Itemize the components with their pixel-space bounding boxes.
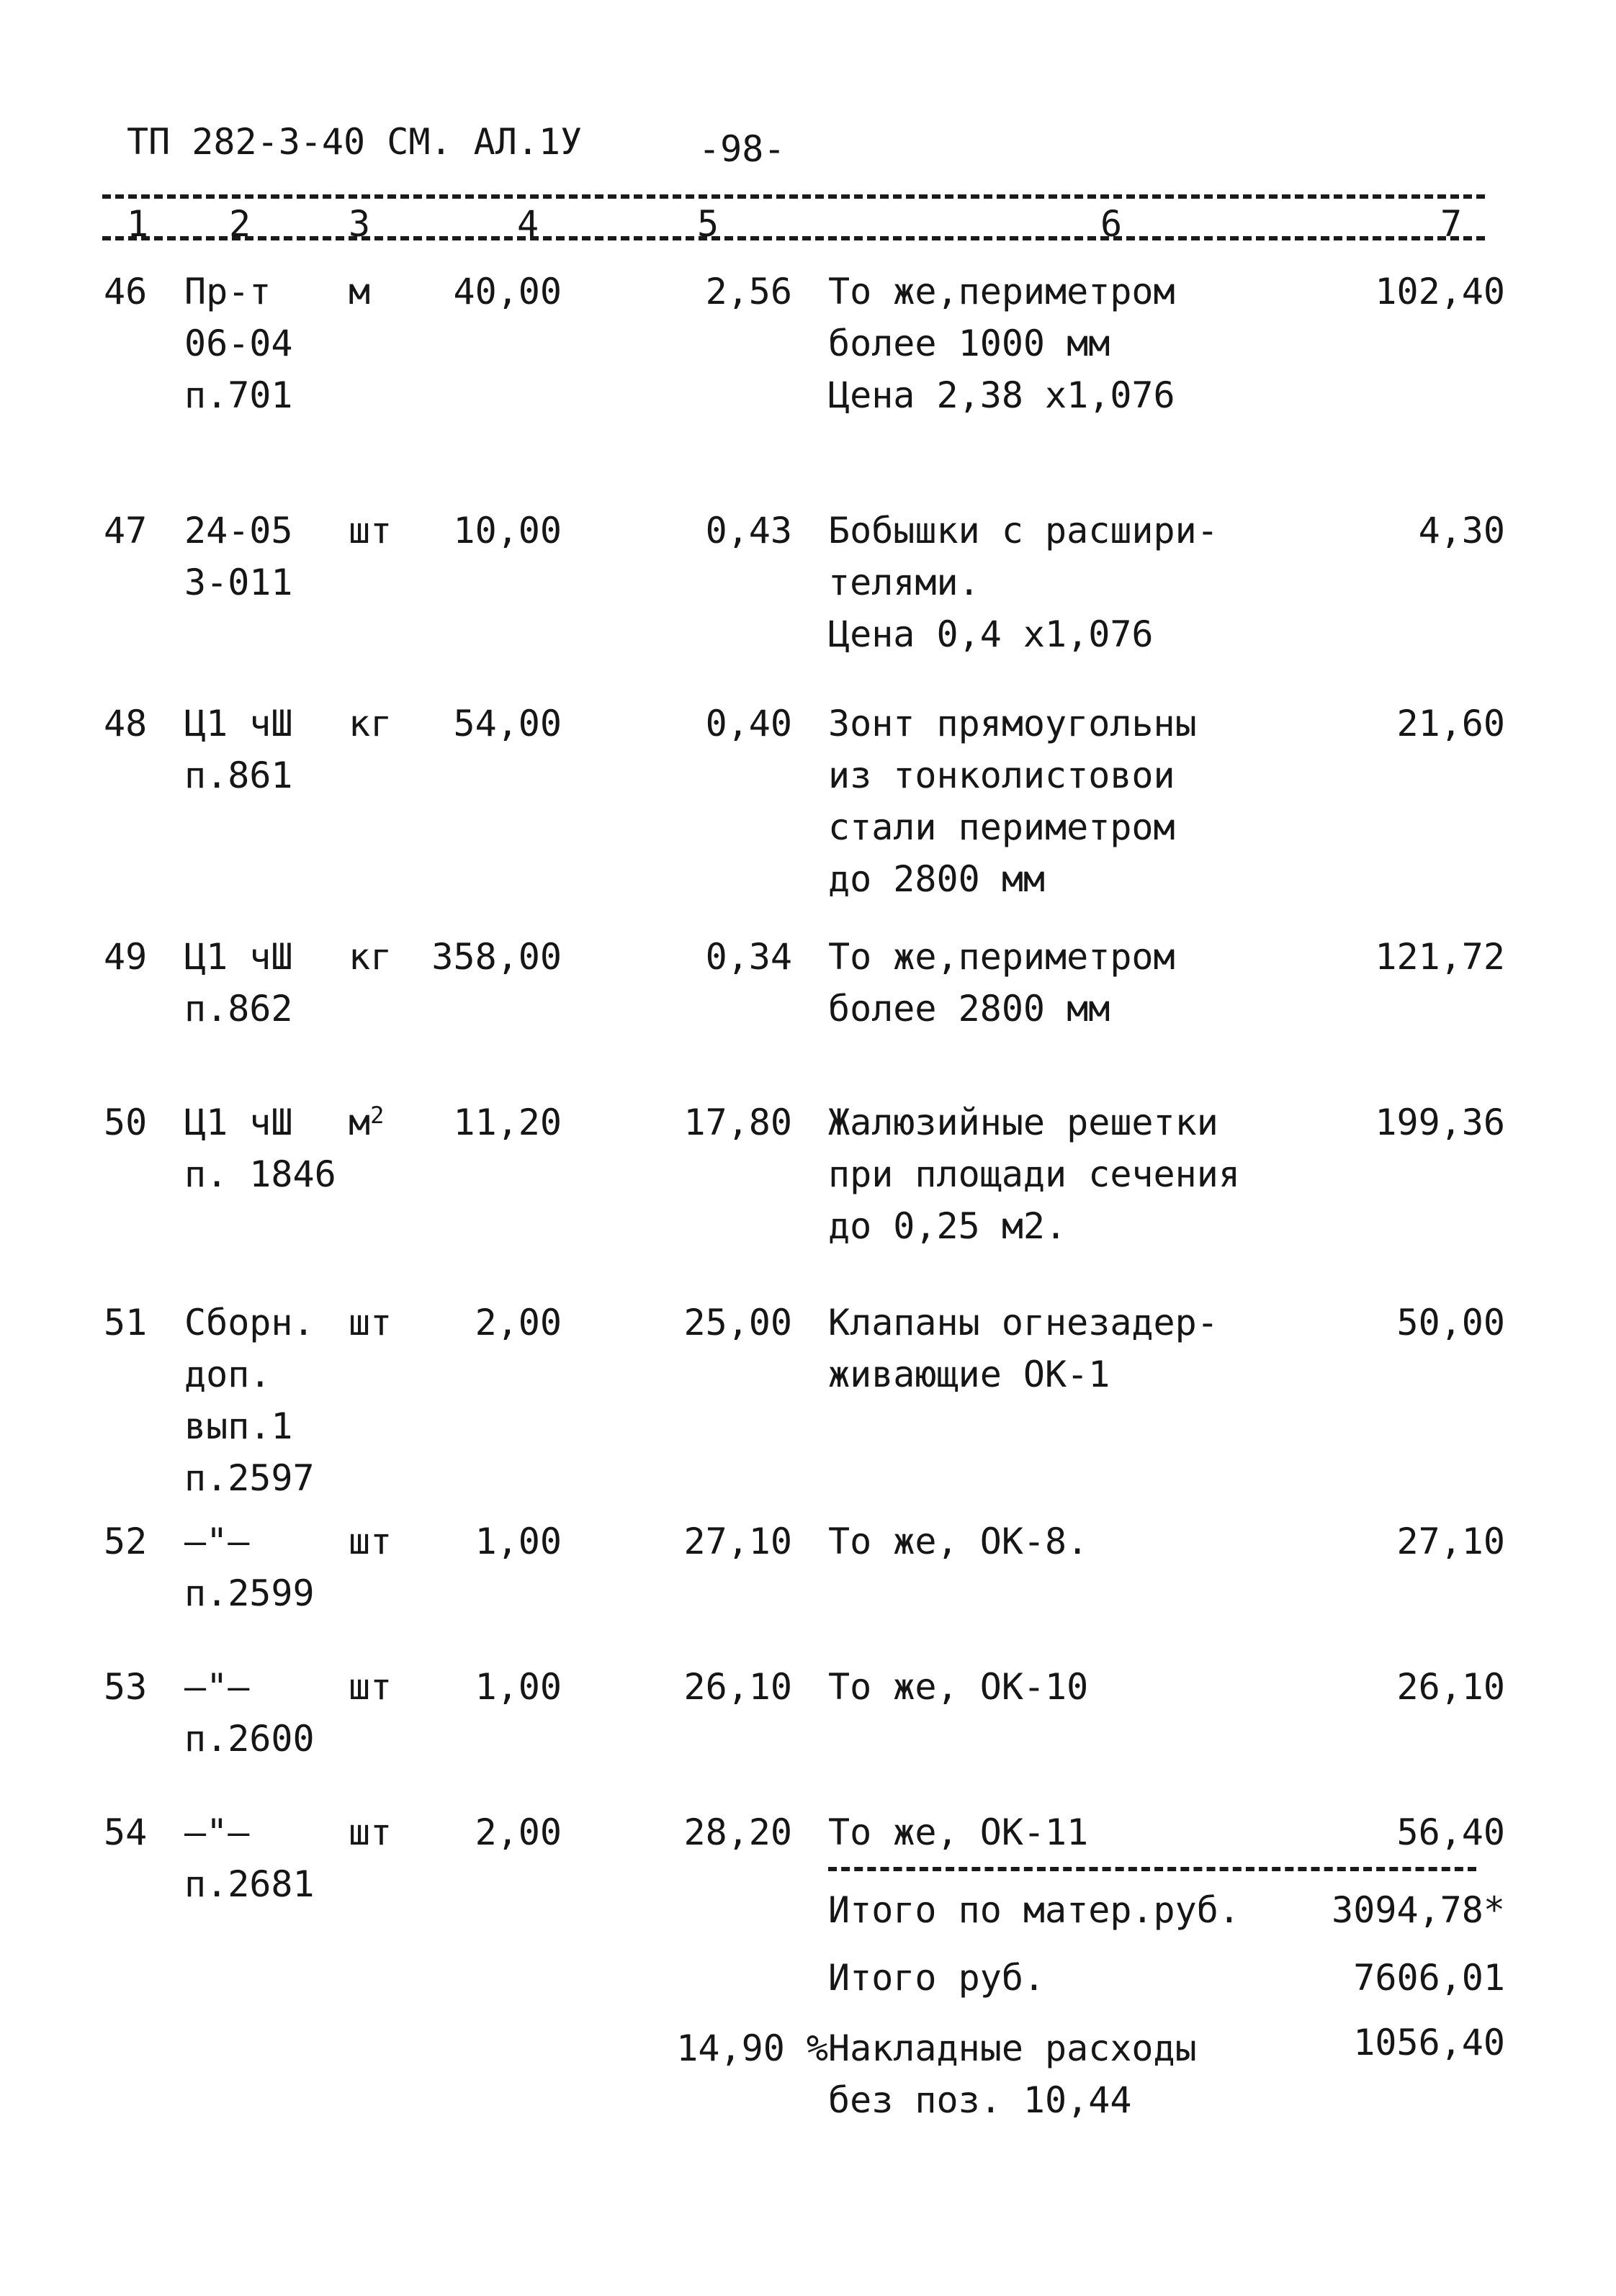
- norm-code: Ц1 чШ: [184, 703, 293, 744]
- description-line: из тонколистовои: [828, 755, 1175, 796]
- header-rule-bottom: [102, 236, 1485, 240]
- norm-code: п.2600: [184, 1718, 315, 1760]
- unit-text: шт: [349, 1811, 392, 1853]
- line-total: 102,40: [1375, 271, 1505, 312]
- line-total: 27,10: [1396, 1521, 1505, 1562]
- description-line: более 1000 мм: [828, 323, 1110, 364]
- overhead-label: Накладные расходы: [828, 2027, 1197, 2069]
- unit-text: шт: [349, 510, 392, 552]
- row-number: 47: [104, 510, 148, 552]
- norm-code: п.701: [184, 374, 293, 416]
- norm-code: —"—: [184, 1811, 250, 1853]
- header-rule-top: [102, 194, 1485, 199]
- norm-code: п.861: [184, 755, 293, 796]
- column-header-1: 1: [127, 203, 149, 245]
- description-line: при площади сечения: [828, 1153, 1240, 1195]
- norm-code: п.2597: [184, 1457, 315, 1499]
- line-total: 50,00: [1396, 1302, 1505, 1343]
- description-line: Цена 0,4 х1,076: [828, 613, 1154, 655]
- description-line: То же,периметром: [828, 271, 1175, 312]
- unit-text: шт: [349, 1666, 392, 1708]
- unit-price: 28,20: [683, 1811, 792, 1853]
- description-line: Бобышки с расшири-: [828, 510, 1218, 552]
- summary-label: Итого руб.: [828, 1957, 1046, 1999]
- unit: [349, 1515, 392, 1568]
- row-number: 50: [104, 1102, 148, 1143]
- unit: [349, 697, 392, 750]
- quantity: 54,00: [453, 703, 562, 744]
- norm-code: п.2681: [184, 1863, 315, 1905]
- unit-text: м: [349, 1102, 371, 1143]
- description-line: до 2800 мм: [828, 858, 1046, 900]
- unit-text: шт: [349, 1521, 392, 1562]
- row-number: 53: [104, 1666, 148, 1708]
- description-line: Зонт прямоугольны: [828, 703, 1197, 744]
- line-total: 4,30: [1418, 510, 1505, 552]
- column-header-5: 5: [697, 203, 719, 245]
- description-line: То же, ОК-10: [828, 1666, 1089, 1708]
- quantity: 1,00: [475, 1666, 562, 1708]
- unit-text: м: [349, 271, 371, 312]
- quantity: 1,00: [475, 1521, 562, 1562]
- norm-code: Ц1 чШ: [184, 1102, 293, 1143]
- description-line: Клапаны огнезадер-: [828, 1302, 1218, 1343]
- unit: [349, 1660, 392, 1714]
- line-total: 21,60: [1396, 703, 1505, 744]
- line-total: 121,72: [1375, 936, 1505, 978]
- overhead-rate: 14,90 %: [676, 2027, 828, 2069]
- unit: [349, 1806, 392, 1859]
- line-total: 56,40: [1396, 1811, 1505, 1853]
- unit-text: шт: [349, 1302, 392, 1343]
- unit: [349, 504, 392, 557]
- norm-code: п. 1846: [184, 1153, 336, 1195]
- unit: [349, 930, 392, 983]
- unit-price: 2,56: [705, 271, 792, 312]
- unit-text: кг: [349, 703, 392, 744]
- column-header-7: 7: [1440, 203, 1463, 245]
- quantity: 358,00: [431, 936, 562, 978]
- column-header-6: 6: [1100, 203, 1123, 245]
- unit-price: 26,10: [683, 1666, 792, 1708]
- unit-price: 27,10: [683, 1521, 792, 1562]
- description-line: более 2800 мм: [828, 988, 1110, 1030]
- norm-code: Сборн.: [184, 1302, 315, 1343]
- quantity: 2,00: [475, 1811, 562, 1853]
- row-number: 49: [104, 936, 148, 978]
- unit: [349, 265, 370, 318]
- norm-code: п.2599: [184, 1572, 315, 1614]
- description-line: То же, ОК-11: [828, 1811, 1089, 1853]
- overhead-label: без поз. 10,44: [828, 2079, 1132, 2121]
- document-reference: ТП 282-3-40 СМ. АЛ.1У: [127, 121, 583, 163]
- description-line: Цена 2,38 х1,076: [828, 374, 1175, 416]
- line-total: 26,10: [1396, 1666, 1505, 1708]
- norm-code: вып.1: [184, 1405, 293, 1447]
- norm-code: —"—: [184, 1521, 250, 1562]
- norm-code: 3-011: [184, 562, 293, 603]
- overhead-value: 1056,40: [1353, 2022, 1505, 2063]
- description-line: живающие ОК-1: [828, 1354, 1110, 1395]
- quantity: 11,20: [453, 1102, 562, 1143]
- page-number: -98-: [699, 128, 786, 170]
- summary-value: 7606,01: [1353, 1957, 1505, 1999]
- row-number: 46: [104, 271, 148, 312]
- summary-value: 3094,78*: [1332, 1889, 1505, 1931]
- line-total: 199,36: [1375, 1102, 1505, 1143]
- unit: [349, 1296, 392, 1349]
- quantity: 40,00: [453, 271, 562, 312]
- column-header-3: 3: [349, 203, 371, 245]
- summary-label: Итого по матер.руб.: [828, 1889, 1240, 1931]
- column-header-2: 2: [229, 203, 251, 245]
- total-rule: [828, 1867, 1476, 1871]
- norm-code: Пр-т: [184, 271, 271, 312]
- quantity: 10,00: [453, 510, 562, 552]
- quantity: 2,00: [475, 1302, 562, 1343]
- unit-price: 0,43: [705, 510, 792, 552]
- norm-code: доп.: [184, 1354, 271, 1395]
- column-header-4: 4: [517, 203, 539, 245]
- unit: [349, 1096, 384, 1149]
- row-number: 51: [104, 1302, 148, 1343]
- description-line: Жалюзийные решетки: [828, 1102, 1218, 1143]
- unit-price: 0,34: [705, 936, 792, 978]
- description-line: То же, ОК-8.: [828, 1521, 1089, 1562]
- description-line: телями.: [828, 562, 980, 603]
- norm-code: Ц1 чШ: [184, 936, 293, 978]
- unit-price: 17,80: [683, 1102, 792, 1143]
- unit-price: 0,40: [705, 703, 792, 744]
- row-number: 48: [104, 703, 148, 744]
- row-number: 54: [104, 1811, 148, 1853]
- norm-code: 06-04: [184, 323, 293, 364]
- row-number: 52: [104, 1521, 148, 1562]
- unit-price: 25,00: [683, 1302, 792, 1343]
- description-line: до 0,25 м2.: [828, 1205, 1067, 1247]
- unit-exponent: 2: [370, 1102, 385, 1129]
- unit-text: кг: [349, 936, 392, 978]
- norm-code: 24-05: [184, 510, 293, 552]
- description-line: стали периметром: [828, 806, 1175, 848]
- norm-code: п.862: [184, 988, 293, 1030]
- norm-code: —"—: [184, 1666, 250, 1708]
- description-line: То же,периметром: [828, 936, 1175, 978]
